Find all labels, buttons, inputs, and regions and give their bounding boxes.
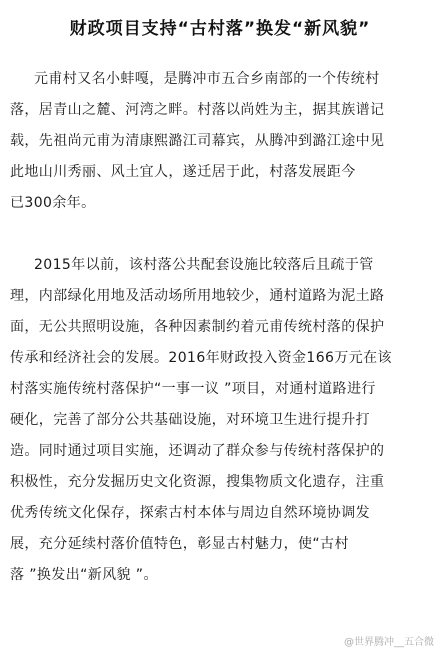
- article-title: 财政项目支持“古村落”换发“新风貌”: [69, 19, 371, 39]
- paragraph-line: 此地山川秀丽、风土宜人，遂迁居于此，村落发展距今: [10, 164, 356, 180]
- paragraph-line: 展，充分延续村落价值特色，彰显古村魅力，使“古村: [10, 536, 349, 552]
- paragraph-line: 元甫村又名小蚌嘎，是腾冲市五合乡南部的一个传统村: [34, 71, 380, 87]
- paragraph-line: 2015年以前，该村落公共配套设施比较落后且疏于管: [34, 257, 374, 273]
- paragraph-line: 造。同时通过项目实施，还调动了群众参与传统村落保护的: [10, 443, 385, 459]
- paragraph-line: 面，无公共照明设施，各种因素制约着元甫传统村落的保护: [10, 319, 385, 335]
- paragraph-line: 载，先祖尚元甫为清康熙潞江司幕宾，从腾冲到潞江途中见: [10, 133, 385, 149]
- paragraph-line: 村落实施传统村落保护“一事一议 ”项目，对通村道路进行: [10, 381, 376, 397]
- paragraph-line: 落 ”换发出“新风貌 ”。: [10, 567, 158, 583]
- paragraph-line: 硬化，完善了部分公共基础设施，对环境卫生进行提升打: [10, 412, 370, 428]
- paragraph-2: [10, 250, 430, 591]
- paragraph-line: 已300余年。: [10, 195, 96, 211]
- paragraph-line: 优秀传统文化保存，探索古村本体与周边自然环境协调发: [10, 505, 370, 521]
- paragraph-1: [10, 64, 430, 219]
- watermark: @世界腾冲__五合微: [344, 637, 434, 648]
- paragraph-line: 落，居青山之麓、河湾之畔。村落以尚姓为主，据其族谱记: [10, 102, 385, 118]
- paragraph-line: 积极性，充分发掘历史文化资源，搜集物质文化遗存，注重: [10, 474, 385, 490]
- paragraph-line: 理，内部绿化用地及活动场所用地较少，通村道路为泥土路: [10, 288, 385, 304]
- paragraph-line: 传承和经济社会的发展。2016年财政投入资金166万元在该: [10, 350, 392, 366]
